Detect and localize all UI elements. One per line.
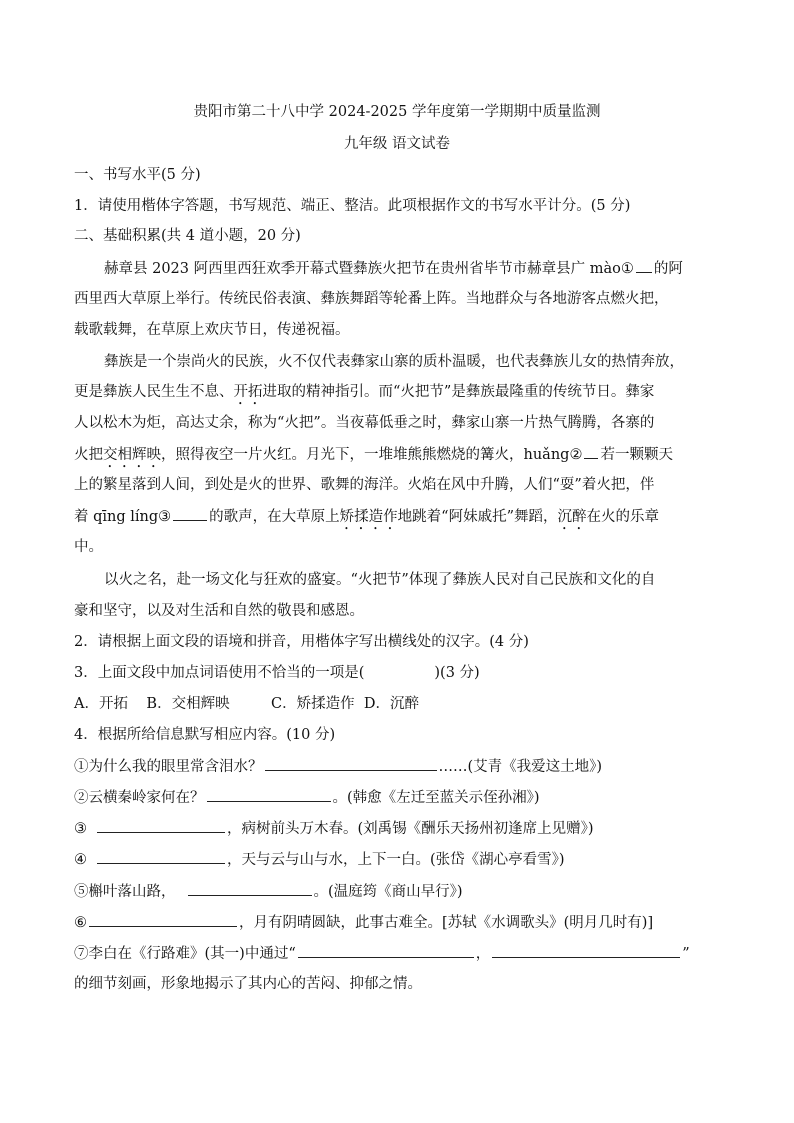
- question-1: 1．请使用楷体字答题，书写规范、端正、整洁。此项根据作文的书写水平计分。(5 分): [74, 198, 631, 214]
- section2-heading: 二、基础积累(共 4 道小题，20 分): [74, 228, 301, 244]
- section1-heading: 一、书写水平(5 分): [74, 167, 201, 183]
- passage-p1-line2: 西里西大草原上举行。传统民俗表演、彝族舞蹈等轮番上阵。当地群众与各地游客点燃火把，: [74, 291, 669, 307]
- dotted-word-kaituo: 开拓: [233, 384, 263, 400]
- recite-blank-6[interactable]: [89, 912, 237, 927]
- recite-blank-3[interactable]: [97, 818, 225, 833]
- blank-1[interactable]: [636, 258, 652, 273]
- passage-p3-line2: 豪和坚守，以及对生活和自然的敬畏和感恩。: [74, 603, 364, 619]
- question-3-options: A．开拓 B．交相辉映 C．矫揉造作 D．沉醉: [74, 696, 419, 712]
- exam-subtitle: 九年级 语文试卷: [343, 136, 451, 152]
- recite-item-2: ②云横秦岭家何在？ 。(韩愈《左迁至蓝关示侄孙湘》): [74, 787, 540, 808]
- question-3: 3．上面文段中加点词语使用不恰当的一项是( )(3 分): [74, 665, 480, 681]
- recite-blank-1[interactable]: [265, 756, 437, 771]
- passage-p2-line6: 着 qīng líng③ 的歌声，在大草原上矫揉造作地跳着“阿妹戚托”舞蹈，沉醉在火的乐章: [74, 506, 659, 533]
- recite-blank-7b[interactable]: [492, 943, 680, 958]
- passage-p2-line4: 火把交相辉映，照得夜空一片火红。月光下，一堆堆熊熊燃烧的篝火，huǎng② 若一颗颗天: [74, 444, 673, 471]
- passage-p1-line1: 赫章县 2023 阿西里西狂欢季开幕式暨彝族火把节在贵州省毕节市赫章县广 mào① 的阿: [104, 258, 683, 279]
- recite-item-3: ③ ，病树前头万木春。(刘禹锡《酬乐天扬州初逢席上见赠》): [74, 818, 594, 839]
- passage-p2-line2: 更是彝族人民生生不息、开拓进取的精神指引。而“火把节”是彝族最隆重的传统节日。彝家: [74, 384, 655, 400]
- recite-blank-4[interactable]: [97, 849, 225, 864]
- passage-p3-line1: 以火之名，赴一场文化与狂欢的盛宴。“火把节”体现了彝族人民对自己民族和文化的自: [104, 572, 656, 588]
- recite-item-5: ⑤槲叶落山路， 。(温庭筠《商山早行》): [74, 881, 463, 902]
- dotted-word-jiaorouzaozuo: 矫揉造作: [339, 509, 398, 525]
- passage-p2-line1: 彝族是一个崇尚火的民族，火不仅代表彝家山寨的质朴温暖，也代表彝族儿女的热情奔放，: [104, 354, 684, 370]
- exam-title: 贵阳市第二十八中学 2024-2025 学年度第一学期期中质量监测: [193, 104, 601, 120]
- question-4: 4．根据所给信息默写相应内容。(10 分): [74, 727, 336, 743]
- recite-item-1: ①为什么我的眼里常含泪水？ ……(艾青《我爱这土地》): [74, 756, 602, 777]
- dotted-word-jiaoxianghuiying: 交相辉映: [103, 447, 161, 463]
- recite-blank-7a[interactable]: [298, 943, 474, 958]
- recite-blank-2[interactable]: [207, 787, 331, 802]
- passage-p2-line5: 上的繁星落到人间，到处是火的世界、歌舞的海洋。火焰在风中升腾，人们“耍”着火把，伴: [74, 477, 655, 493]
- recite-item-7: ⑦李白在《行路难》(其一)中通过“ ， ”: [74, 943, 690, 964]
- recite-item-7-line2: 的细节刻画，形象地揭示了其内心的苦闷、抑郁之情。: [74, 976, 422, 992]
- dotted-word-chenzui: 沉醉: [557, 509, 587, 525]
- recite-item-4: ④ ，天与云与山与水，上下一白。(张岱《湖心亭看雪》): [74, 849, 565, 870]
- question-2: 2．请根据上面文段的语境和拼音，用楷体字写出横线处的汉字。(4 分): [74, 634, 529, 650]
- blank-2[interactable]: [584, 444, 598, 459]
- passage-p2-line3: 人以松木为炬，高达丈余，称为“火把”。当夜幕低垂之时，彝家山寨一片热气腾腾，各寨的: [74, 415, 655, 431]
- passage-p2-line7: 中。: [74, 539, 103, 555]
- recite-blank-5[interactable]: [188, 881, 312, 896]
- passage-p1-line3: 载歌载舞，在草原上欢庆节日，传递祝福。: [74, 322, 350, 338]
- recite-item-6: ⑥ ，月有阴晴圆缺，此事古难全。[苏轼《水调歌头》(明月几时有)]: [74, 912, 653, 933]
- blank-3[interactable]: [173, 506, 207, 521]
